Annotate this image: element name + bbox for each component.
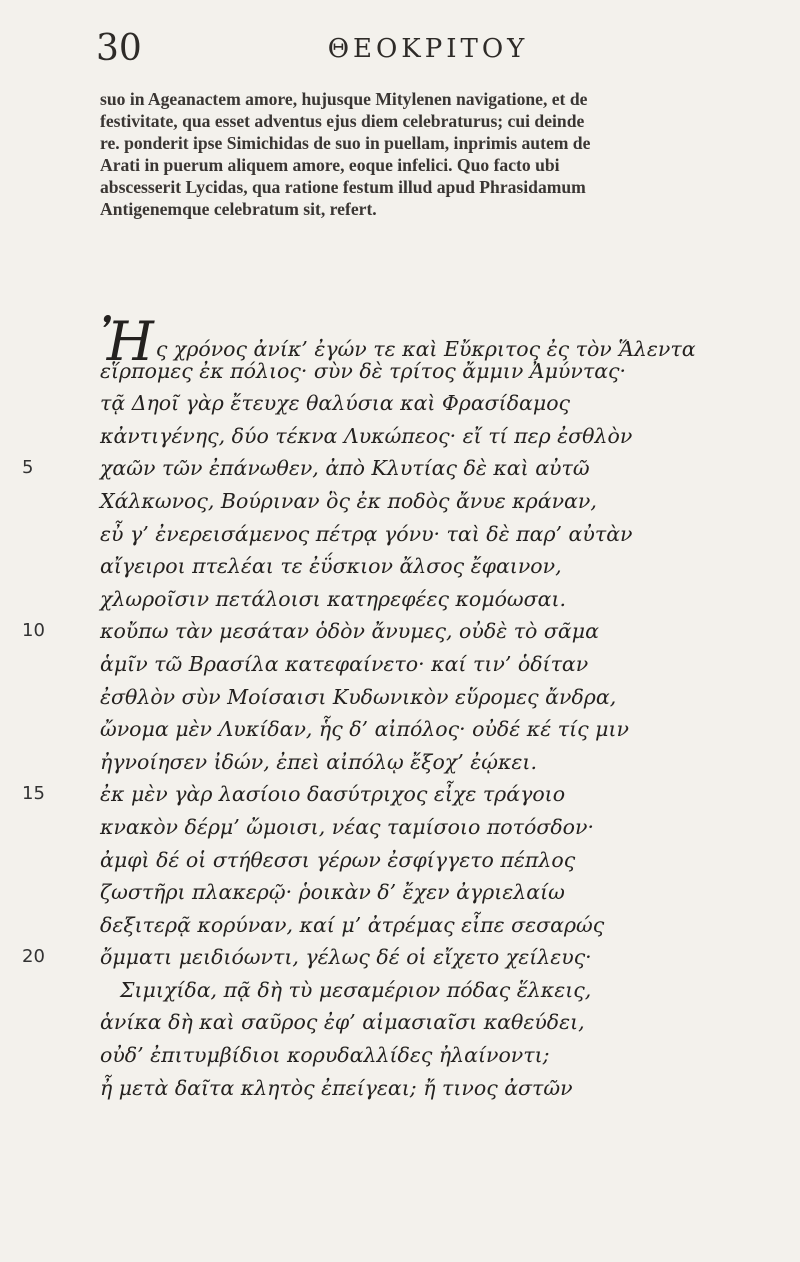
verse-line [100,909,780,942]
line-number: 20 [22,946,45,968]
line-number: 15 [22,783,45,805]
argument-line: re. ponderit ipse Simichidas de suo in puellam, inprimis autem de [100,133,591,153]
verse-line [100,420,780,453]
verse-text: χαῶν τῶν ἐπάνωθεν, ἀπὸ Κλυτίας δὲ καὶ αὐτῶ [100,456,590,481]
verse-text: ἀμφὶ δέ οἱ στήθεσσι γέρων ἐσφίγγετο πέπλος [100,847,576,872]
argument-line: Arati in puerum aliquem amore, eoque infelici. Quo facto ubi [100,155,560,175]
verse-text: ἁμῖν τῶ Βρασίλα κατεφαίνετο· καί τιν’ ὁδίταν [100,651,589,676]
verse-text: εὖ γ’ ἐνερεισάμενος πέτρᾳ γόνυ· ταὶ δὲ παρ’ αὐτὰν [100,521,633,546]
argument-line: suo in Ageanactem amore, hujusque Mitylenen navigatione, et de [100,89,588,109]
verse-text: δεξιτερᾷ κορύναν, καί μ’ ἀτρέμας εἶπε σεσαρώς [100,912,605,937]
verse-text: ἐσθλὸν σὺν Μοίσαισι Κυδωνικὸν εὕρομες ἄνδρα, [100,684,617,709]
line-number: 10 [22,620,45,642]
verse-line [22,941,780,974]
verse-text: ζωστῆρι πλακερῷ· ῥοικὰν δ’ ἔχεν ἀγριελαίω [100,880,565,905]
verse-text: ς χρόνος ἀνίκ’ ἐγών τε καὶ Εὔκριτος ἐς τὸν Ἅλεντα [155,337,696,361]
verse-line [100,387,780,420]
argument-line: Antigenemque celebratum sit, refert. [100,199,377,219]
verse-text: κἀντιγένης, δύο τέκνα Λυκώπεος· εἴ τί περ ἐσθλὸν [100,423,633,448]
verse-line [22,615,780,648]
verse-line [100,811,780,844]
verse-line [100,1072,780,1105]
verse-text: κοὔπω τὰν μεσάταν ὁδὸν ἄνυμες, οὐδὲ τὸ σᾶμα [100,619,599,644]
verse-line [100,844,780,877]
verse-text: ἁνίκα δὴ καὶ σαῦρος ἐφ’ αἱμασιαῖσι καθεύδει, [100,1010,585,1035]
verse-line [100,746,780,779]
verse-text: εἵρπομες ἐκ πόλιος· σὺν δὲ τρίτος ἄμμιν Ἀμύντας· [100,358,627,383]
argument-line: abscesserit Lycidas, qua ratione festum illud apud Phrasidamum [100,177,586,197]
verse-text: ἠγνοίησεν ἰδών, ἐπεὶ αἰπόλῳ ἔξοχ’ ἐῴκει. [100,749,537,774]
page-number: 30 [96,28,142,69]
verse-line [100,713,780,746]
verse-line [22,452,780,485]
initial-letter: Ἠ [100,310,154,373]
verse-text: ὄμματι μειδιόωντι, γέλως δέ οἱ εἴχετο χείλευς· [100,945,592,970]
verse-line [100,355,780,388]
latin-argument [100,88,780,220]
line-number: 5 [22,457,34,479]
verse-text: χλωροῖσιν πετάλοισι κατηρεφέες κομόωσαι. [100,586,567,611]
running-title: ΘΕΟΚΡΙΤΟΥ [327,34,529,64]
verse-text: αἴγειροι πτελέαι τε ἐΰσκιον ἄλσος ἔφαινον, [100,554,562,579]
verse-line [100,583,780,616]
verse-line [100,550,780,583]
verse-line [100,876,780,909]
verse-line [100,648,780,681]
verse-text: κνακὸν δέρμ’ ὤμοισι, νέας ταμίσοιο ποτόσδον· [100,814,594,839]
verse-text: οὐδ’ ἐπιτυμβίδιοι κορυδαλλίδες ἠλαίνοντι; [100,1043,550,1068]
verse-text: Σιμιχίδα, πᾷ δὴ τὺ μεσαμέριον πόδας ἕλκεις, [120,977,592,1002]
page-header [96,20,760,80]
verse-text: τᾷ Δηοῖ γὰρ ἔτευχε θαλύσια καὶ Φρασίδαμος [100,391,571,416]
greek-poem [22,310,780,1104]
verse-text: ἦ μετὰ δαῖτα κλητὸς ἐπείγεαι; ἤ τινος ἀστῶν [100,1075,573,1100]
argument-line: festivitate, qua esset adventus ejus diem celebraturus; cui deinde [100,111,585,131]
verse-line [100,681,780,714]
verse-line [100,485,780,518]
verse-line [100,518,780,551]
verse-line [100,974,780,1007]
verse-line [100,1039,780,1072]
verse-text: ἐκ μὲν γὰρ λασίοιο δασύτριχος εἶχε τράγοιο [100,782,566,807]
verse-text: ὤνομα μὲν Λυκίδαν, ἧς δ’ αἰπόλος· οὐδέ κέ τίς μιν [100,717,629,742]
verse-line [22,778,780,811]
verse-line [100,1006,780,1039]
verse-text: Χάλκωνος, Βούριναν ὃς ἐκ ποδὸς ἄνυε κράναν, [100,488,597,513]
